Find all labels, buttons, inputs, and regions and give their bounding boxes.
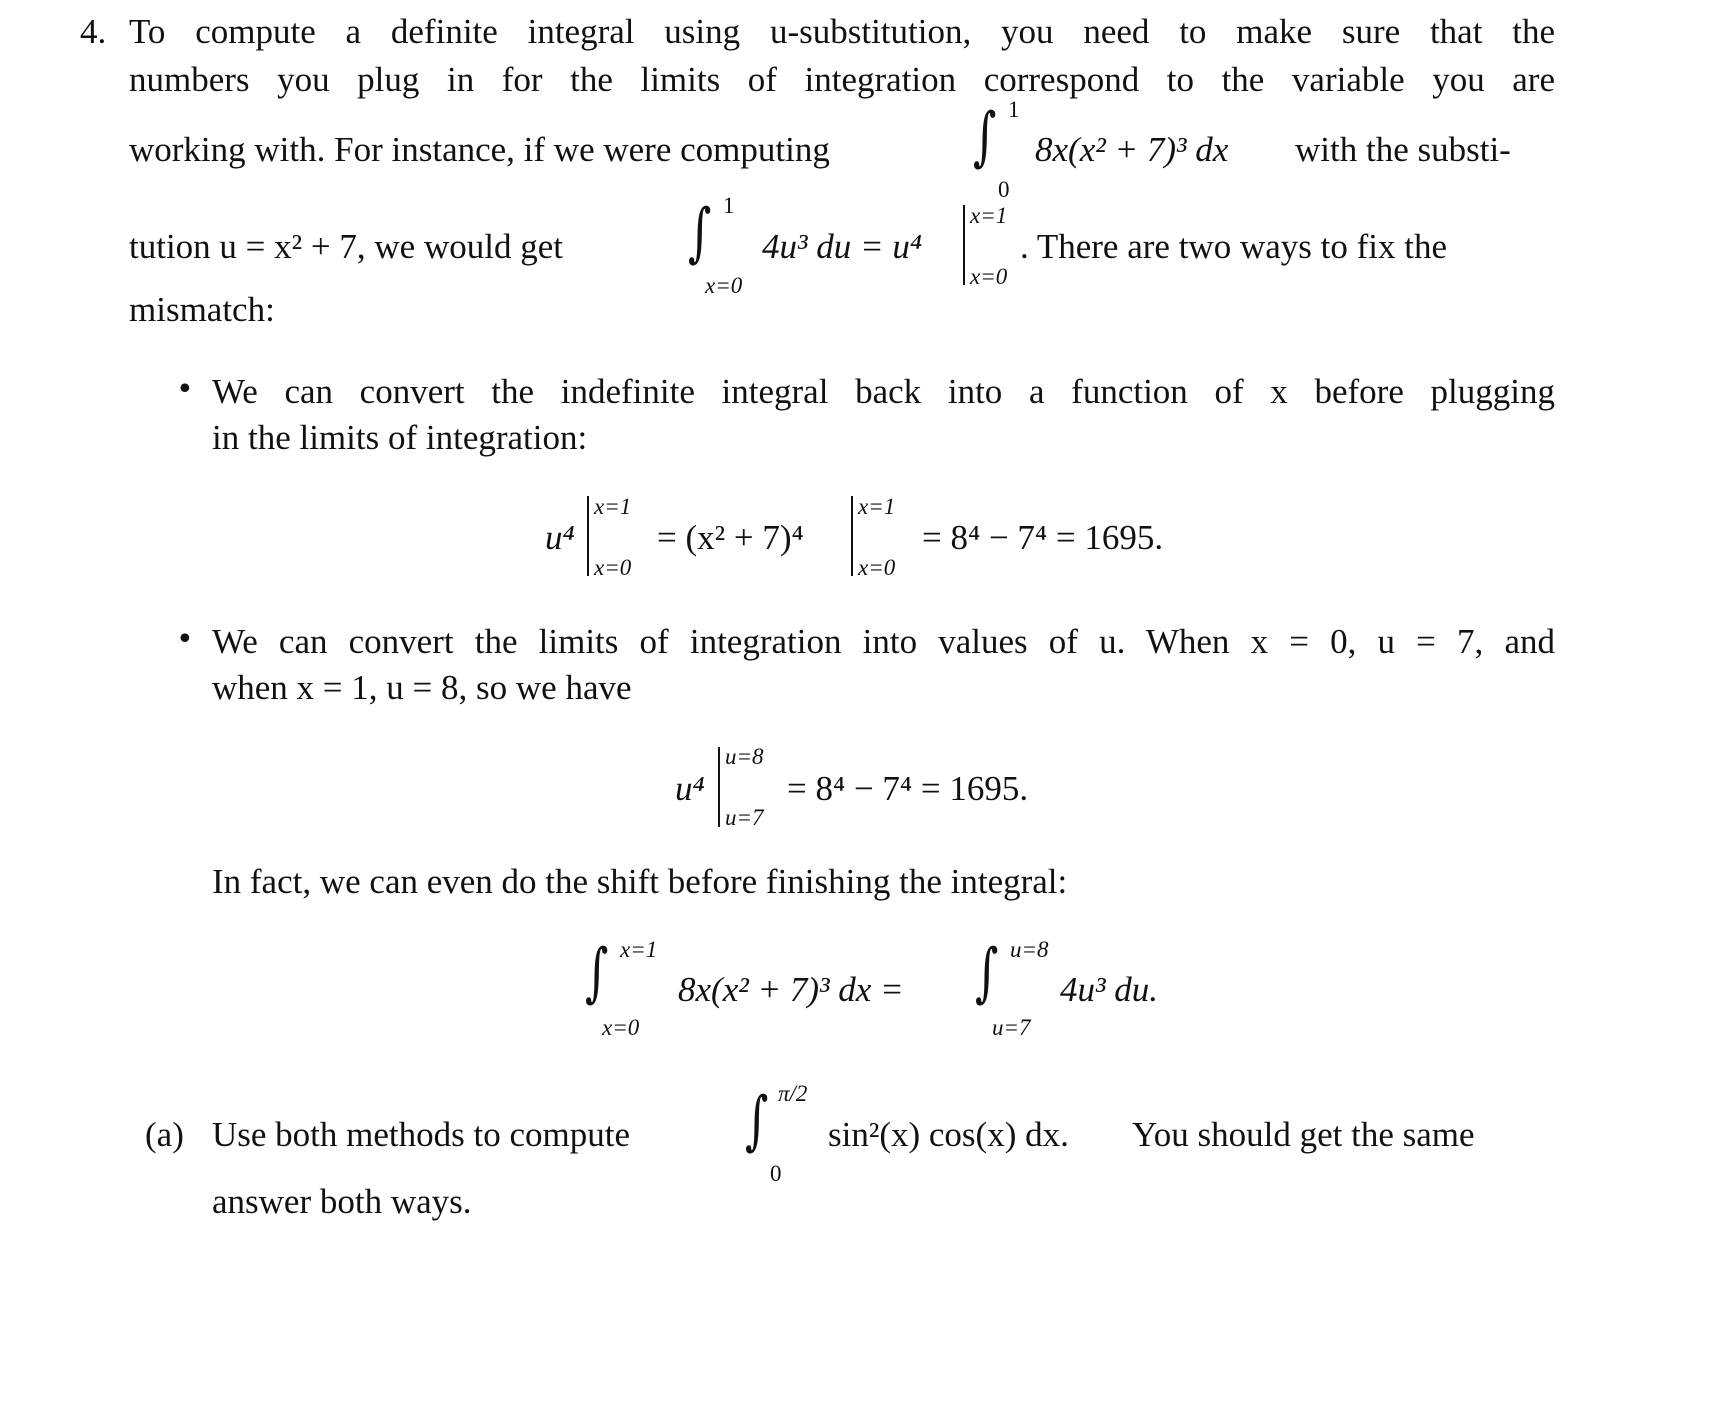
integrand-2: 4u³ du = u⁴ — [762, 227, 923, 266]
eq1-left: u⁴ — [545, 518, 575, 557]
integral-left-body: 8x(x² + 7)³ dx = — [678, 970, 904, 1009]
part-a-post: You should get the same — [1132, 1115, 1475, 1154]
bullet-2-line-2: when x = 1, u = 8, so we have — [212, 668, 632, 707]
evaluation-bar — [718, 747, 720, 827]
bullet-1-line-1: We can convert the indefinite integral back into a function of x before plugging — [212, 372, 1555, 411]
integral-right-body: 4u³ du. — [1060, 970, 1158, 1009]
bullet-1-line-2: in the limits of integration: — [212, 418, 588, 457]
evaluation-bar — [963, 205, 965, 285]
integral-upper-limit: π/2 — [778, 1081, 808, 1106]
eq1-lower-2: x=0 — [858, 555, 896, 580]
evaluation-bar — [851, 496, 853, 576]
eq2-left: u⁴ — [675, 769, 705, 808]
integral-upper-limit: x=1 — [620, 937, 658, 962]
problem-line-4-post: . There are two ways to fix the — [1020, 227, 1447, 266]
eq2-right: = 8⁴ − 7⁴ = 1695. — [787, 769, 1029, 808]
integral-lower-limit: 0 — [770, 1161, 782, 1186]
integral-sign: ∫ — [585, 936, 609, 1010]
integral-upper-limit: 1 — [1008, 97, 1020, 122]
eval-upper-limit: x=1 — [970, 203, 1008, 228]
eq2-lower: u=7 — [725, 805, 764, 830]
problem-line-1: To compute a definite integral using u-substitution, you need to make sure that the — [129, 12, 1555, 51]
integral-upper-limit: u=8 — [1010, 937, 1049, 962]
integrand-1: 8x(x² + 7)³ dx — [1035, 130, 1229, 169]
evaluation-bar — [587, 496, 589, 576]
problem-line-3-post: with the substi- — [1295, 130, 1511, 169]
problem-line-2: numbers you plug in for the limits of integration correspond to the variable you are — [129, 60, 1555, 99]
problem-line-4-pre: tution u = x² + 7, we would get — [129, 227, 563, 266]
part-a-line-2: answer both ways. — [212, 1182, 472, 1221]
integral-sign: ∫ — [745, 1084, 769, 1158]
integral-lower-limit: 0 — [998, 177, 1010, 202]
eq1-right: = 8⁴ − 7⁴ = 1695. — [922, 518, 1164, 557]
integral-lower-limit: x=0 — [705, 273, 743, 298]
integral-upper-limit: 1 — [723, 193, 735, 218]
eq1-lower-1: x=0 — [594, 555, 632, 580]
eval-lower-limit: x=0 — [970, 264, 1008, 289]
bullet-dot: • — [176, 622, 194, 657]
integral-lower-limit: u=7 — [992, 1015, 1031, 1040]
part-a-pre: Use both methods to compute — [212, 1115, 631, 1154]
problem-line-3-pre: working with. For instance, if we were computing — [129, 130, 830, 169]
integral-sign: ∫ — [688, 196, 712, 270]
eq2-upper: u=8 — [725, 744, 764, 769]
integral-lower-limit: x=0 — [602, 1015, 640, 1040]
part-a-label: (a) — [145, 1115, 184, 1154]
bullet-dot: • — [176, 372, 194, 407]
eq1-upper-2: x=1 — [858, 494, 896, 519]
in-fact-text: In fact, we can even do the shift before finishing the integral: — [212, 862, 1068, 901]
problem-line-5: mismatch: — [129, 290, 275, 329]
eq1-mid: = (x² + 7)⁴ — [657, 518, 804, 557]
part-a-integrand: sin²(x) cos(x) dx. — [828, 1115, 1069, 1154]
integral-sign: ∫ — [975, 936, 999, 1010]
eq1-upper-1: x=1 — [594, 494, 632, 519]
integral-sign: ∫ — [973, 100, 997, 174]
bullet-2-line-1: We can convert the limits of integration into values of u. When x = 0, u = 7, and — [212, 622, 1555, 661]
problem-number: 4. — [80, 12, 107, 51]
